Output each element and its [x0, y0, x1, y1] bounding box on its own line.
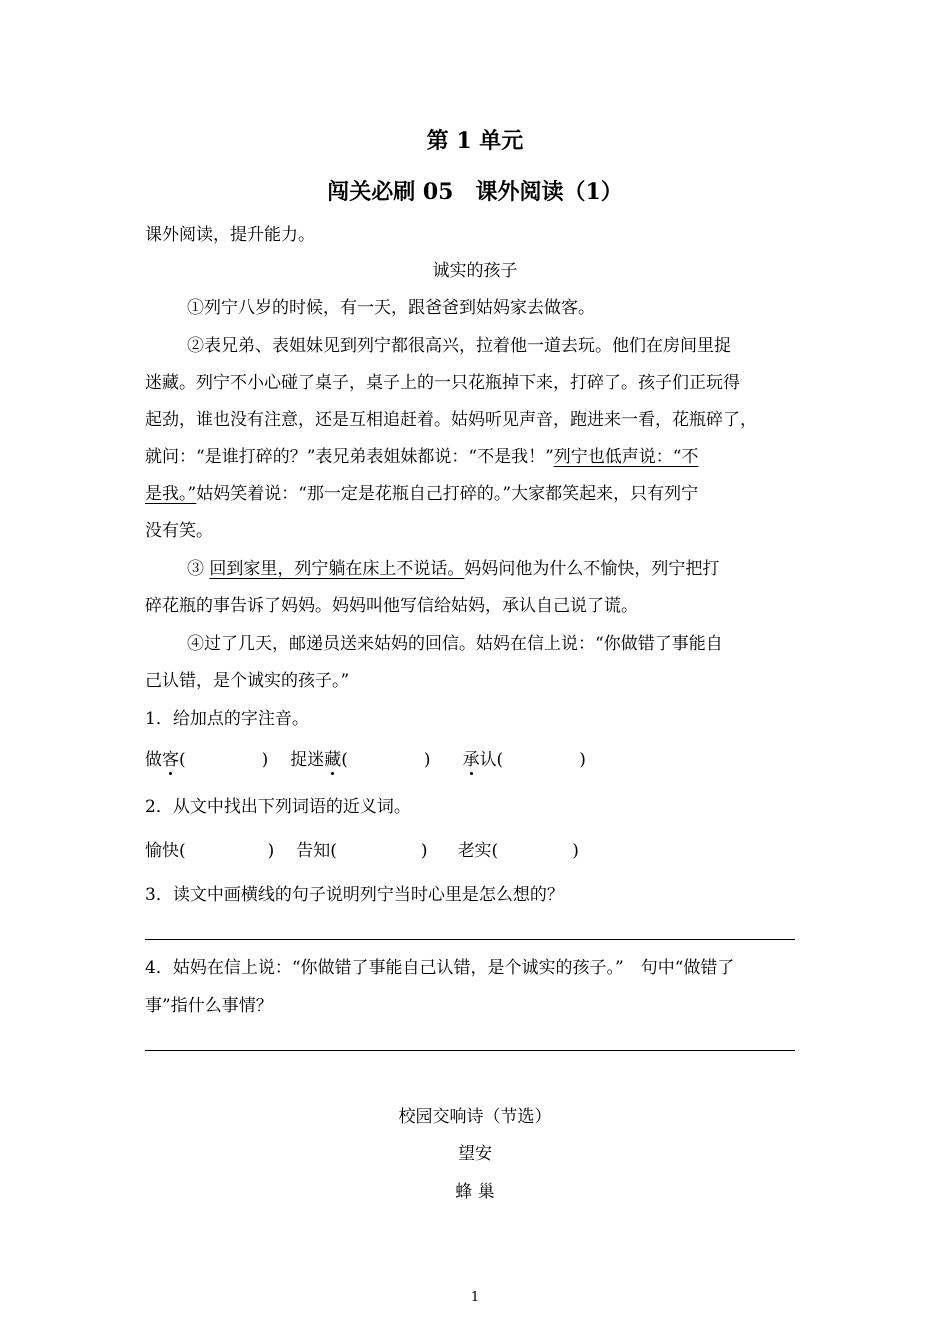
lesson-title: 闯关必刷 05 课外阅读（1）	[327, 179, 623, 205]
underlined-sentence-1b: 是我。”	[145, 484, 197, 504]
poem-author: 望安	[458, 1144, 492, 1164]
poem-title: 校园交响诗（节选）	[398, 1107, 552, 1127]
poem-subtitle: 蜂 巢	[455, 1182, 495, 1202]
q1-item-a: 做客(	[145, 750, 186, 770]
paragraph-1: ①列宁八岁的时候，有一天，跟爸爸到姑妈家去做客。	[187, 298, 595, 318]
paragraph-2-line-5-text: 姑妈笑着说：“那一定是花瓶自己打碎的。”大家都笑起来，只有列宁	[196, 484, 699, 504]
underlined-sentence-1a: 列宁也低声说：“不	[553, 447, 699, 467]
question-3: 3．读文中画横线的句子说明列宁当时心里是怎么想的？	[145, 885, 564, 905]
paragraph-2-line-4-text: 就问：“是谁打碎的？”表兄弟表姐妹都说：“不是我！”	[145, 447, 554, 467]
q2-item-a: 愉快(	[145, 841, 186, 861]
q1-item-b: 捉迷藏(	[290, 750, 348, 770]
paragraph-3-line-1	[187, 558, 719, 580]
paragraph-2-line-6: 没有笑。	[145, 521, 213, 541]
paragraph-3-line-1-text: 妈妈问他为什么不愉快，列宁把打	[464, 559, 720, 579]
paragraph-3-number: ③	[187, 559, 204, 579]
q2-item-a-close: )	[267, 841, 275, 861]
question-4-line-1: 4．姑妈在信上说：“你做错了事能自己认错，是个诚实的孩子。” 句中“做错了	[145, 958, 735, 978]
question-2: 2．从文中找出下列词语的近义词。	[145, 797, 411, 817]
paragraph-2-line-1: ②表兄弟、表姐妹见到列宁都很高兴，拉着他一道去玩。他们在房间里捉	[187, 336, 731, 356]
paragraph-2-line-2: 迷藏。列宁不小心碰了桌子，桌子上的一只花瓶掉下来，打碎了。孩子们正玩得	[145, 373, 740, 393]
q1-item-b-close: )	[423, 750, 431, 770]
question-4-line-2: 事”指什么事情？	[145, 996, 273, 1016]
q2-item-b: 告知(	[296, 841, 337, 861]
underlined-sentence-2: 回到家里，列宁躺在床上不说话。	[209, 559, 465, 579]
question-2-items	[145, 840, 579, 862]
question-1-items	[145, 749, 586, 771]
page-number: 1	[470, 1290, 480, 1305]
answer-line-4[interactable]	[145, 1050, 795, 1051]
passage-title: 诚实的孩子	[432, 261, 518, 281]
paragraph-4-line-2: 己认错，是个诚实的孩子。”	[145, 671, 350, 691]
q2-item-b-close: )	[420, 841, 428, 861]
answer-line-3[interactable]	[145, 939, 795, 940]
paragraph-2-line-4	[145, 446, 698, 468]
q1-item-c: 承认(	[462, 750, 504, 770]
q1-item-a-close: )	[261, 750, 269, 770]
paragraph-3-line-2: 碎花瓶的事告诉了妈妈。妈妈叫他写信给姑妈，承认自己说了谎。	[145, 596, 638, 616]
q2-item-c-close: )	[572, 841, 579, 861]
intro-text: 课外阅读，提升能力。	[145, 225, 315, 245]
unit-title: 第 1 单元	[426, 128, 524, 154]
paragraph-4-line-1: ④过了几天，邮递员送来姑妈的回信。姑妈在信上说：“你做错了事能自	[187, 634, 723, 654]
q2-item-c: 老实(	[457, 841, 499, 861]
question-1: 1．给加点的字注音。	[145, 709, 309, 729]
q1-item-c-close: )	[579, 750, 586, 770]
paragraph-2-line-5	[145, 483, 698, 505]
paragraph-2-line-3: 起劲，谁也没有注意，还是互相追赶着。姑妈听见声音，跑进来一看，花瓶碎了，	[145, 410, 757, 430]
